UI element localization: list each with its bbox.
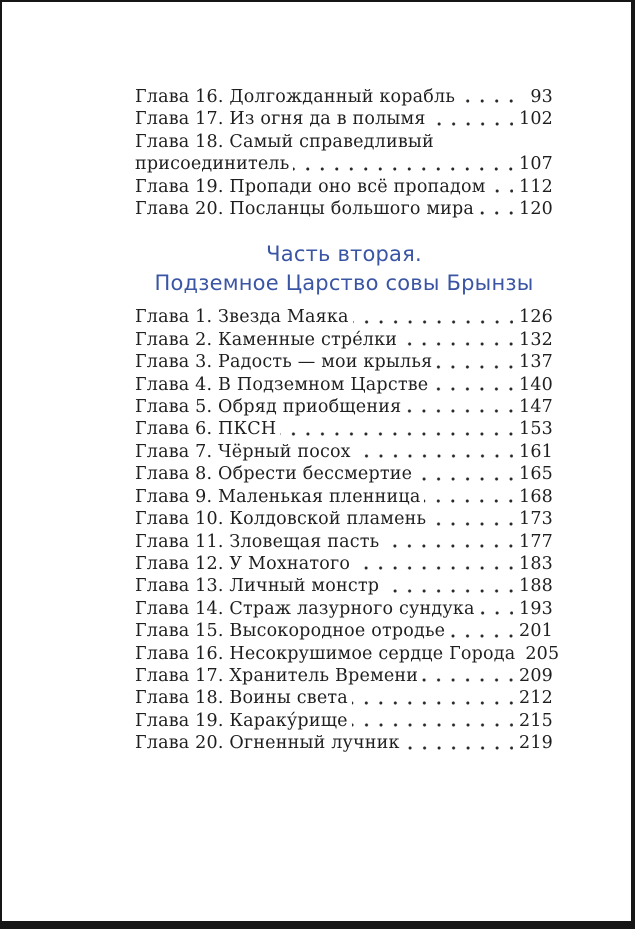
toc-entry-page: 153	[518, 419, 553, 440]
dot-leader	[352, 687, 513, 709]
toc-entry-title: присоединитель	[135, 154, 290, 175]
dot-leader	[383, 575, 513, 597]
dot-leader	[424, 486, 513, 508]
dot-leader	[354, 553, 513, 575]
toc-part-two-list	[135, 306, 560, 754]
dot-leader	[401, 329, 513, 351]
dot-leader	[478, 198, 513, 220]
toc-entry-page: 168	[518, 486, 553, 507]
toc-entry-title: Глава 13. Личный монстр	[135, 576, 380, 597]
toc-entry-page: 120	[518, 199, 553, 220]
dot-leader	[404, 732, 513, 754]
toc-entry-title: Глава 11. Зловещая пасть	[135, 531, 380, 552]
toc-entry	[135, 575, 553, 597]
toc-entry	[135, 396, 553, 418]
toc-entry-page: 201	[518, 621, 553, 642]
toc-entry	[135, 418, 553, 440]
toc-entry	[135, 153, 553, 175]
toc-entry-page: 183	[518, 553, 553, 574]
toc-entry-page: 102	[518, 109, 553, 130]
dot-leader	[353, 306, 513, 328]
toc-entry	[135, 198, 553, 220]
toc-entry-title: Глава 6. ПКСН	[135, 419, 277, 440]
toc-entry	[135, 508, 553, 530]
toc-entry-page: 140	[518, 374, 553, 395]
part-two-heading-line1: Часть вторая.	[266, 242, 422, 267]
toc-entry-title: Глава 17. Из огня да в полымя	[135, 109, 426, 130]
toc-entry	[135, 687, 553, 709]
dot-leader	[422, 665, 513, 687]
dot-leader	[430, 108, 513, 130]
toc-entry	[135, 86, 553, 108]
toc-entry-title: Глава 9. Маленькая пленница	[135, 486, 421, 507]
toc-entry-title: Глава 10. Колдовской пламень	[135, 509, 427, 530]
dot-leader	[490, 176, 513, 198]
dot-leader	[383, 531, 513, 553]
toc-entry-title: Глава 5. Обряд приобщения	[135, 397, 402, 418]
dot-leader	[352, 710, 513, 732]
dot-leader	[405, 396, 513, 418]
toc-entry	[135, 306, 553, 328]
toc-entry-page: 209	[518, 665, 553, 686]
toc-entry-title: Глава 16. Долгожданный корабль	[135, 87, 456, 107]
dot-leader	[459, 86, 513, 108]
toc-entry-title: Глава 19. Пропади оно всё пропадом	[135, 176, 486, 197]
dot-leader	[430, 508, 513, 530]
toc-entry-title: Глава 20. Посланцы большого мира	[135, 199, 475, 220]
toc-entry-title: Глава 1. Звезда Маяка	[135, 307, 349, 328]
dot-leader	[280, 418, 513, 440]
toc-entry-page: 212	[518, 688, 553, 709]
toc-entry-page: 112	[518, 176, 553, 197]
toc-entry	[135, 108, 553, 130]
toc-entry-page: 177	[518, 531, 553, 552]
dot-leader	[436, 351, 513, 373]
toc-entry-page: 188	[518, 576, 553, 597]
toc-entry-page: 126	[518, 307, 553, 328]
toc-entry-page: 132	[518, 329, 553, 350]
toc-entry	[135, 732, 553, 754]
toc-entry	[135, 374, 553, 396]
toc-part-one-list	[135, 86, 553, 220]
toc-entry-title: Глава 7. Чёрный посох	[135, 441, 351, 462]
toc-entry-page: 219	[518, 733, 553, 754]
toc-entry-title: Глава 19. Караку́рище	[135, 710, 348, 731]
toc-entry-title: Глава 18. Самый справедливый	[135, 131, 434, 152]
toc-entry-title: Глава 17. Хранитель Времени	[135, 665, 419, 686]
toc-entry-page: 205	[525, 643, 560, 664]
toc-entry-page: 137	[518, 352, 553, 373]
toc-entry-page: 165	[518, 464, 553, 485]
toc-entry	[135, 441, 553, 463]
toc-entry-page: 215	[518, 710, 553, 731]
table-of-contents	[2, 2, 631, 755]
toc-entry-title: Глава 18. Воины света	[135, 688, 348, 709]
toc-entry-page: 161	[518, 441, 553, 462]
toc-entry	[135, 176, 553, 198]
toc-entry-title: Глава 16. Несокрушимое сердце Города	[135, 643, 516, 664]
part-two-heading-line2: Подземное Царство совы Брынзы	[154, 271, 534, 296]
dot-leader	[416, 463, 513, 485]
toc-entry-title: Глава 15. Высокородное отродье	[135, 621, 446, 642]
toc-entry	[135, 598, 553, 620]
toc-entry	[135, 329, 553, 351]
part-two-heading	[135, 240, 553, 298]
toc-entry-title: Глава 12. У Мохнатого	[135, 553, 351, 574]
toc-entry-page: 107	[518, 154, 553, 175]
toc-entry-title: Глава 4. В Подземном Царстве	[135, 374, 429, 395]
toc-entry-page: 173	[518, 509, 553, 530]
toc-entry-title: Глава 2. Каменные стре́лки	[135, 329, 398, 350]
toc-entry-title: Глава 20. Огненный лучник	[135, 733, 400, 754]
toc-entry-page: 147	[518, 397, 553, 418]
toc-entry	[135, 486, 553, 508]
toc-entry-title: Глава 14. Страж лазурного сундука	[135, 598, 475, 619]
dot-leader	[293, 153, 513, 175]
toc-entry	[135, 620, 553, 642]
dot-leader	[432, 374, 513, 396]
toc-entry	[135, 643, 560, 665]
dot-leader	[449, 620, 513, 642]
toc-entry	[135, 131, 553, 153]
dot-leader	[355, 441, 513, 463]
toc-entry	[135, 553, 553, 575]
toc-entry	[135, 463, 553, 485]
dot-leader	[479, 598, 513, 620]
toc-entry-title: Глава 8. Обрести бессмертие	[135, 464, 413, 485]
toc-entry	[135, 531, 553, 553]
toc-entry	[135, 351, 553, 373]
toc-entry-page: 93	[530, 87, 553, 107]
toc-entry-page: 193	[518, 598, 553, 619]
toc-entry	[135, 665, 553, 687]
toc-entry-title: Глава 3. Радость — мои крылья	[135, 352, 433, 373]
toc-entry	[135, 710, 553, 732]
